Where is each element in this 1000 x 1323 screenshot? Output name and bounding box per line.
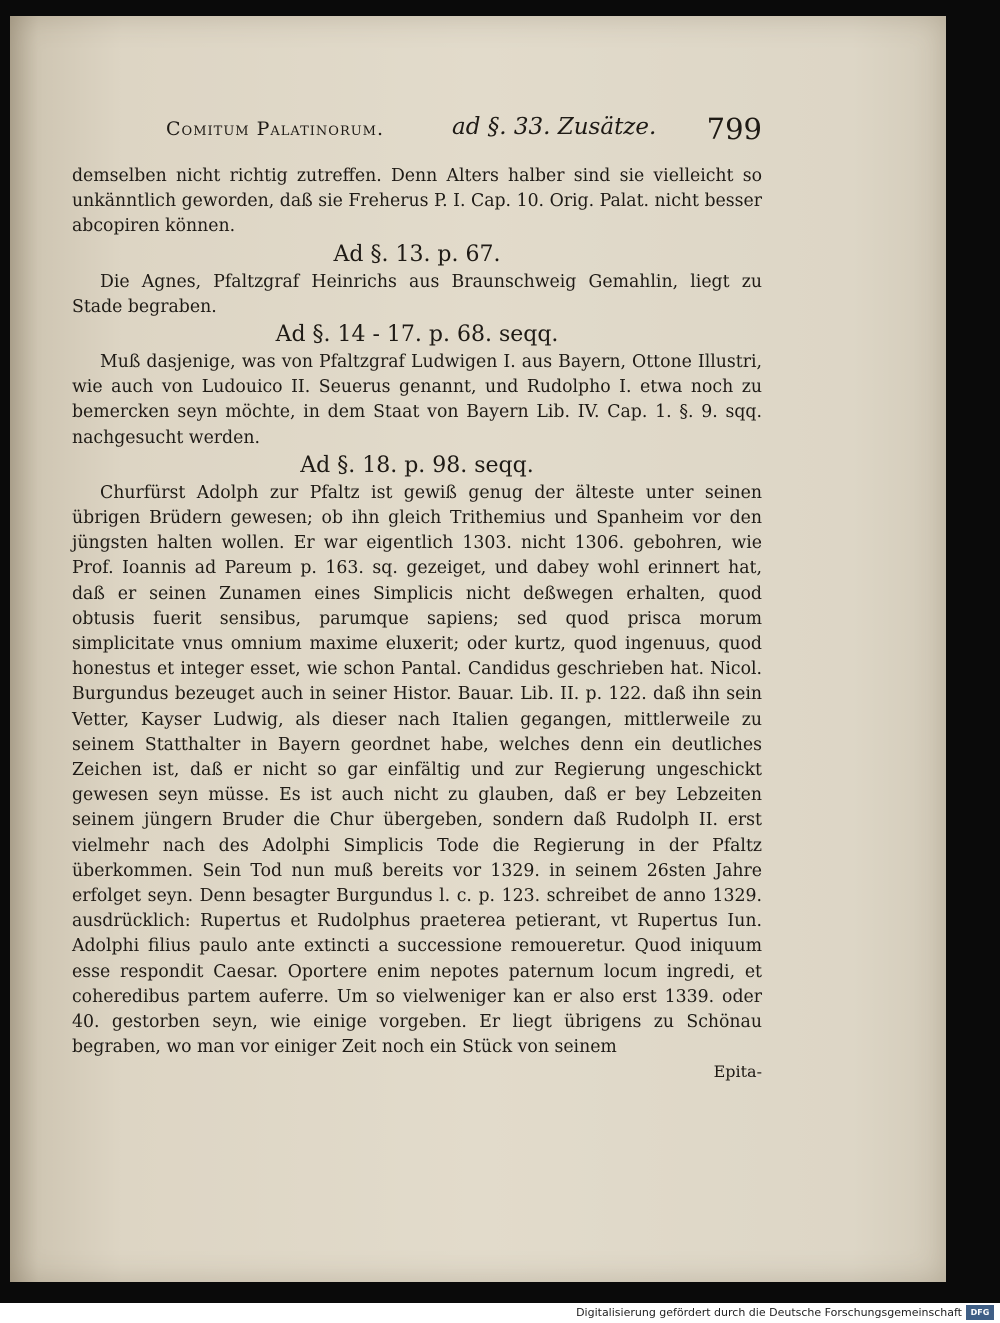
page-number: 799 [706,112,762,146]
paragraph-continuation: demselben nicht richtig zutreffen. Denn Alters halber sind sie vielleicht so unkänntlich geworden, daß sie Freherus P. I. Cap. 10. Orig. Palat. nicht besser abcopiren können. [72,166,762,237]
section-heading-13: Ad §. 13. p. 67. [333,241,501,267]
paragraph-adolph: Churfürst Adolph zur Pfaltz ist gewiß genug der älteste unter seinen übrigen Brüdern gewesen; ob ihn gleich Trithemius und Spanheim vor den jüngsten halten wollen. Er war eigentlich 1303. nicht 1306. gebohren, wie Prof. Ioannis ad Pareum p. 163. sq. gezeiget, und dabey wohl erinnert hat, daß er seinen Zunamen eines Simplicis nicht deßwegen erhalten, quod obtusis fuerit sensibus, parumque sapiens; sed quod prisca morum simplicitate vnus omnium maxime eluxerit; oder kurtz, quod ingenuus, quod honestus et integer esset, wie schon Pantal. Candidus geschrieben hat. Nicol. Burgundus bezeuget auch in seiner Histor. Bauar. Lib. II. p. 122. daß ihn sein Vetter, Kayser Ludwig, als dieser nach Italien gegangen, mittlerweile zu seinem Statthalter in Bayern geordnet habe, welches denn ein deutliches Zeichen ist, daß er nicht so gar einfältig und zur Regierung ungeschickt gewesen seyn müsse. Es ist auch nicht zu glauben, daß er bey Lebzeiten seinem jüngern Bruder die Chur übergeben, sondern daß Rudolph II. erst vielmehr nach des Adolphi Simplicis Tode die Regierung in der Pfaltz überkommen. Sein Tod nun muß bereits vor 1329. in seinem 26sten Jahre erfolget seyn. Denn besagter Burgundus l. c. p. 123. schreibet de anno 1329. ausdrücklich: Rupertus et Rudolphus praeterea petierant, vt Rupertus Iun. Adolphi filius paulo ante extincti a successione remoueretur. Quod iniquum esse respondit Caesar. Oportere enim nepotes paternum locum ingredi, et coheredibus partem auferre. Um so vielweniger kan er also erst 1339. oder 40. gestorben seyn, wie einige vorgeben. Er liegt übrigens zu Schönau begraben, wo man vor einiger Zeit noch ein Stück von seinem [72,482,762,1058]
funding-credit: Digitalisierung gefördert durch die Deutsche Forschungsgemeinschaft [576,1306,962,1319]
paragraph-agnes: Die Agnes, Pfaltzgraf Heinrichs aus Braunschweig Gemahlin, liegt zu Stade begraben. [72,271,762,317]
section-reference: ad §. 33. Zusätze. [452,114,657,140]
catchword: Epita- [713,1061,762,1081]
digitization-footer [0,1303,1000,1323]
running-title: Comitum Palatinorum. [166,118,385,140]
page-body [72,164,762,1083]
book-page [10,16,946,1282]
section-heading-18: Ad §. 18. p. 98. seqq. [300,452,534,478]
section-heading-14-17: Ad §. 14 - 17. p. 68. seqq. [275,322,559,348]
dfg-logo: DFG [966,1305,994,1320]
paragraph-ludwig: Muß dasjenige, was von Pfaltzgraf Ludwigen I. aus Bayern, Ottone Illustri, wie auch von Ludouico II. Seuerus genannt, und Rudolpho I. etwa noch zu bemercken seyn möchte, in dem Staat von Bayern Lib. IV. Cap. 1. §. 9. sqq. nachgesucht werden. [72,352,762,448]
page-header [72,114,762,154]
